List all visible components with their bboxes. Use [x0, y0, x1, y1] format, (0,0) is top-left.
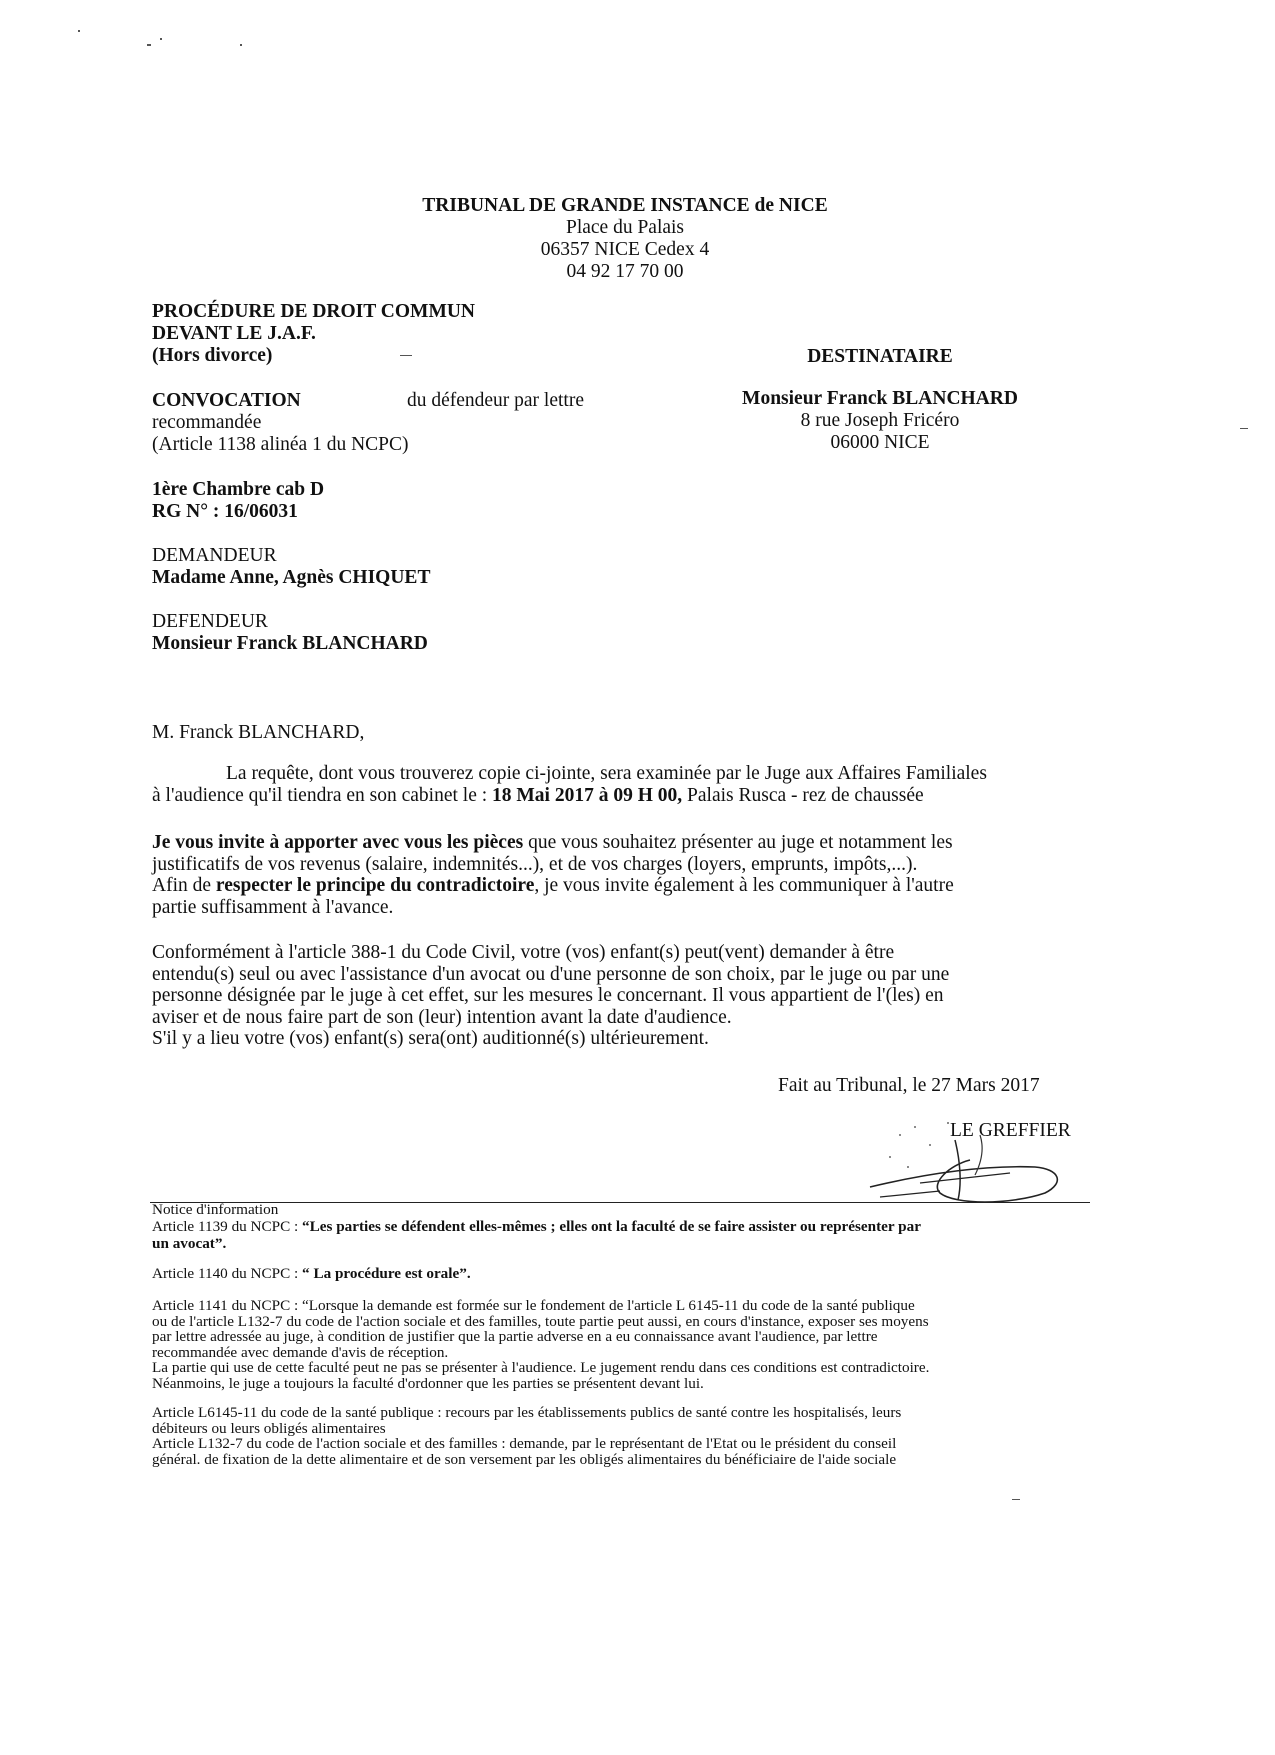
- article-1141-line4: recommandée avec demande d'avis de réception.: [152, 1343, 449, 1361]
- article-1140-ref: Article 1140 du NCPC :: [152, 1264, 303, 1282]
- children-line1: Conformément à l'article 388-1 du Code Civil, votre (vos) enfant(s) peut(vent) demander à être: [152, 942, 895, 963]
- children-line5: S'il y a lieu votre (vos) enfant(s) sera(ont) auditionné(s) ultérieurement.: [152, 1028, 709, 1049]
- procedure-line3: (Hors divorce): [152, 345, 273, 366]
- article-l6145-line2: débiteurs ou leurs obligés alimentaires: [152, 1419, 386, 1437]
- recipient-name: Monsieur Franck BLANCHARD: [742, 388, 1018, 409]
- chamber: 1ère Chambre cab D: [152, 479, 325, 500]
- date-line: Fait au Tribunal, le 27 Mars 2017: [778, 1075, 1040, 1096]
- notice-title: Notice d'information: [152, 1201, 279, 1218]
- scan-speck: [1240, 428, 1248, 429]
- plaintiff-block: [152, 545, 430, 589]
- paragraph-hearing: [152, 763, 1087, 806]
- contradictory-principle: respecter le principe du contradictoire: [215, 875, 535, 896]
- documents-line3-end: , je vous invite également à les communiquer à l'autre: [534, 875, 954, 896]
- case-reference: [152, 479, 324, 523]
- procedure-line1: PROCÉDURE DE DROIT COMMUN: [152, 301, 476, 322]
- defendant-name: Monsieur Franck BLANCHARD: [152, 633, 428, 654]
- article-1139-text-cont: un avocat”.: [152, 1234, 227, 1252]
- court-phone: 04 92 17 70 00: [566, 261, 684, 282]
- article-1139-ref: Article 1139 du NCPC :: [152, 1217, 303, 1235]
- recipient-label: DESTINATAIRE: [807, 346, 953, 367]
- plaintiff-label: DEMANDEUR: [152, 545, 277, 566]
- plaintiff-name: Madame Anne, Agnès CHIQUET: [152, 567, 431, 588]
- hearing-date: 18 Mai 2017 à 09 H 00,: [492, 784, 683, 806]
- court-header: [300, 195, 950, 283]
- notice-block: [152, 1202, 1102, 1467]
- documents-line1-rest: que vous souhaitez présenter au juge et notamment les: [523, 832, 953, 853]
- children-line4: aviser et de nous faire part de son (leur) intention avant la date d'audience.: [152, 1006, 732, 1028]
- scan-speck: [78, 30, 80, 32]
- hearing-place: Palais Rusca - rez de chaussée: [682, 784, 924, 806]
- article-1141-line1: Article 1141 du NCPC : “Lorsque la demande est formée sur le fondement de l'article L 6145-11 du code de la santé publique: [152, 1297, 915, 1314]
- scan-speck: [1012, 1499, 1020, 1500]
- convocation-subtitle: du défendeur par lettre: [406, 390, 584, 411]
- defendant-label: DEFENDEUR: [152, 611, 268, 632]
- court-address-line1: Place du Palais: [565, 217, 685, 238]
- court-name: TRIBUNAL DE GRANDE INSTANCE de NICE: [422, 195, 828, 216]
- convocation-line3: (Article 1138 alinéa 1 du NCPC): [152, 434, 409, 455]
- court-address-line2: 06357 NICE Cedex 4: [540, 239, 710, 260]
- scan-speck: [240, 44, 242, 46]
- hearing-line2: [152, 785, 1087, 807]
- convocation-title: CONVOCATION: [152, 390, 301, 411]
- convocation-block: [152, 390, 584, 456]
- signatory-title: LE GREFFIER: [950, 1120, 1071, 1141]
- article-l6145-line1: Article L6145-11 du code de la santé publique : recours par les établissements publics de santé contre les hospitalisés, leurs: [152, 1404, 902, 1421]
- article-1139-text: “Les parties se défendent elles-mêmes ; elles ont la faculté de se faire assister ou représenter par: [302, 1217, 921, 1235]
- notice-article-1139: [152, 1218, 1102, 1235]
- paragraph-documents: [152, 832, 1087, 918]
- article-1141-line2: ou de l'article L132-7 du code de l'action sociale et des familles, toute partie peut aussi, en cours d'instance, exposer ses moyens: [152, 1312, 929, 1330]
- children-line3: personne désignée par le juge à cet effet, sur les mesures le concernant. Il vous appartient de l'(les) en: [152, 985, 944, 1006]
- procedure-line2: DEVANT LE J.A.F.: [152, 323, 316, 344]
- salutation: M. Franck BLANCHARD,: [152, 722, 365, 743]
- children-line2: entendu(s) seul ou avec l'assistance d'un avocat ou d'une personne de son choix, par le juge ou par une: [152, 963, 950, 985]
- notice-article-1140: [152, 1266, 1102, 1282]
- procedure-block: [152, 301, 475, 367]
- scan-speck: [147, 44, 151, 46]
- article-1140-text: “ La procédure est orale”.: [302, 1264, 471, 1282]
- recipient-block: [700, 346, 1060, 454]
- article-1141-line5: La partie qui use de cette faculté peut ne pas se présenter à l'audience. Le jugement rendu dans ces conditions est contradictoire.: [152, 1359, 930, 1376]
- documents-line3: [152, 875, 1087, 897]
- recipient-city: 06000 NICE: [830, 432, 930, 453]
- signature-scribble: [860, 1105, 1070, 1210]
- hearing-line1: La requête, dont vous trouverez copie ci-jointe, sera examinée par le Juge aux Affaires Familiales: [226, 763, 987, 784]
- scan-speck: [160, 38, 162, 40]
- defendant-block: [152, 611, 428, 655]
- article-1141-line3: par lettre adressée au juge, à condition de justifier que la partie adverse en a eu connaissance avant l'audience, par lettre: [152, 1328, 878, 1345]
- documents-line3-start: Afin de: [152, 875, 216, 896]
- convocation-line1: [152, 390, 584, 412]
- article-1141-line6: Néanmoins, le juge a toujours la faculté d'ordonner que les parties se présentent devant lui.: [152, 1374, 704, 1392]
- hearing-line2-start: à l'audience qu'il tiendra en son cabinet le :: [152, 784, 493, 806]
- documents-line1: [152, 832, 1087, 854]
- convocation-line2: recommandée: [152, 412, 262, 433]
- rg-number: RG N° : 16/06031: [152, 501, 298, 522]
- article-l132-line2: général. de fixation de la dette alimentaire et de son versement par les obligés alimentaires du bénéficiaire de l'aide sociale: [152, 1450, 897, 1468]
- documents-invitation: Je vous invite à apporter avec vous les pièces: [152, 832, 524, 853]
- documents-line2: justificatifs de vos revenus (salaire, indemnités...), et de vos charges (loyers, emprunts, impôts,...).: [152, 853, 918, 875]
- recipient-street: 8 rue Joseph Fricéro: [800, 410, 960, 431]
- paragraph-children: [152, 942, 1087, 1050]
- documents-line4: partie suffisamment à l'avance.: [152, 896, 394, 918]
- article-l132-line1: Article L132-7 du code de l'action sociale et des familles : demande, par le représentant de l'Etat ou le président du conseil: [152, 1435, 897, 1452]
